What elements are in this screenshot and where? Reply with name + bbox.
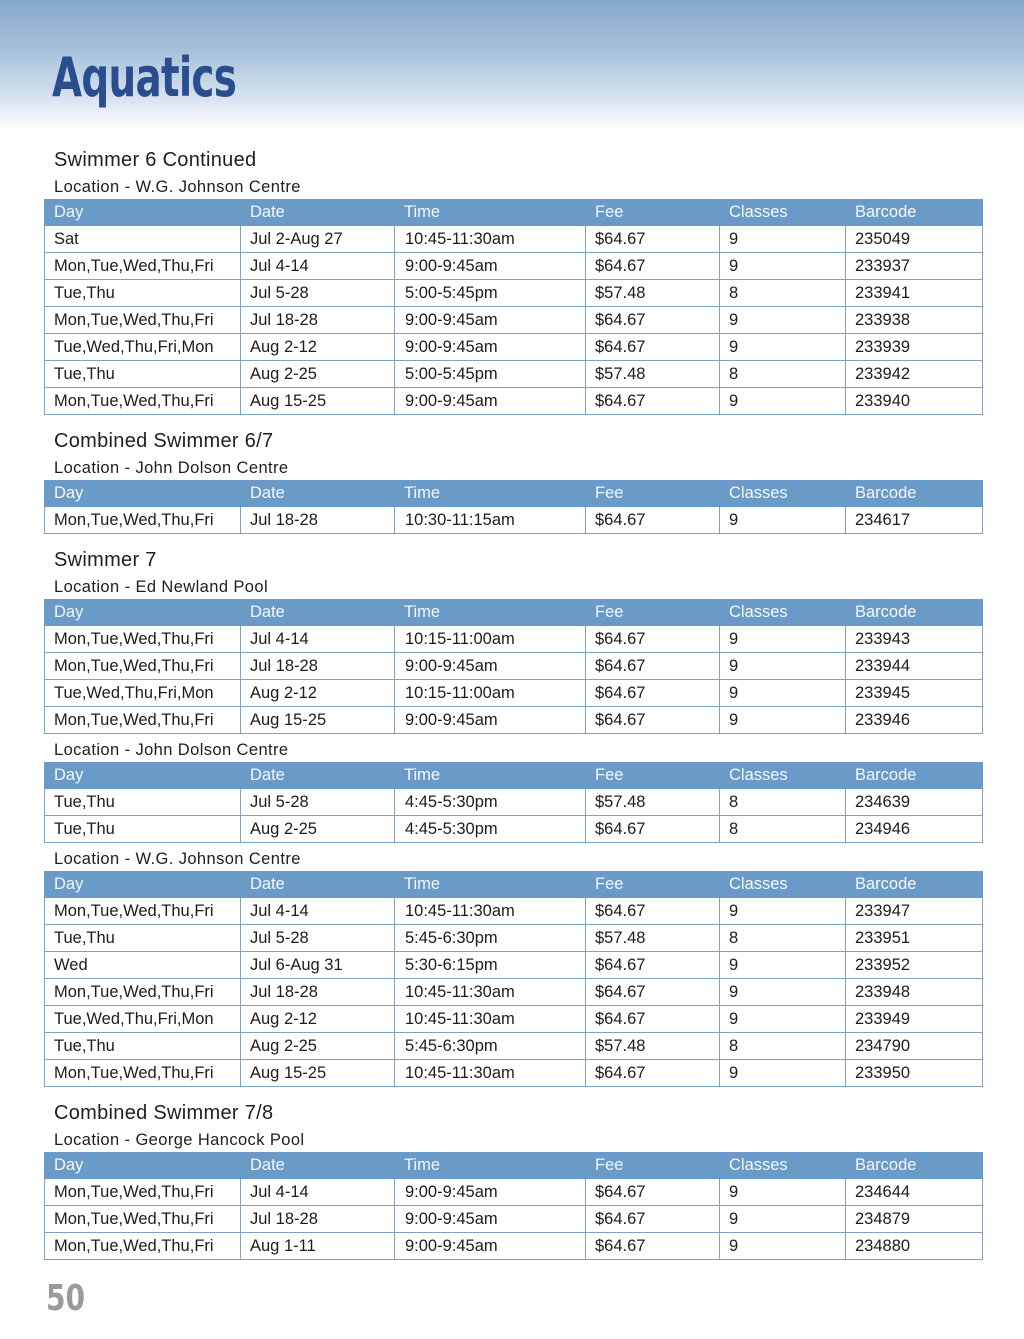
table-row xyxy=(45,1033,983,1060)
cell-barcode: 233940 xyxy=(846,388,983,415)
column-header-date: Date xyxy=(241,200,395,226)
table-row xyxy=(45,226,983,253)
column-header-classes: Classes xyxy=(720,600,846,626)
cell-date: Jul 4-14 xyxy=(241,898,395,925)
cell-day: Tue,Thu xyxy=(45,925,241,952)
table-row xyxy=(45,979,983,1006)
cell-time: 10:45-11:30am xyxy=(395,226,586,253)
cell-date: Jul 4-14 xyxy=(241,1179,395,1206)
cell-time: 9:00-9:45am xyxy=(395,1233,586,1260)
cell-time: 9:00-9:45am xyxy=(395,1206,586,1233)
column-header-barcode: Barcode xyxy=(846,600,983,626)
column-header-time: Time xyxy=(395,200,586,226)
section-heading: Combined Swimmer 7/8 xyxy=(54,1102,274,1124)
cell-day: Tue,Thu xyxy=(45,816,241,843)
schedule-table xyxy=(44,1152,983,1260)
cell-classes: 9 xyxy=(720,1060,846,1087)
cell-barcode: 235049 xyxy=(846,226,983,253)
spacer xyxy=(0,534,1024,546)
cell-date: Aug 2-12 xyxy=(241,1006,395,1033)
table-row xyxy=(45,789,983,816)
cell-time: 5:30-6:15pm xyxy=(395,952,586,979)
schedule-content xyxy=(0,146,1024,1272)
cell-date: Aug 15-25 xyxy=(241,1060,395,1087)
column-header-barcode: Barcode xyxy=(846,763,983,789)
cell-time: 10:45-11:30am xyxy=(395,898,586,925)
cell-day: Mon,Tue,Wed,Thu,Fri xyxy=(45,898,241,925)
table-header-row xyxy=(45,600,983,626)
cell-fee: $57.48 xyxy=(586,789,720,816)
column-header-time: Time xyxy=(395,481,586,507)
column-header-fee: Fee xyxy=(586,1153,720,1179)
cell-fee: $64.67 xyxy=(586,653,720,680)
cell-time: 9:00-9:45am xyxy=(395,334,586,361)
column-header-day: Day xyxy=(45,600,241,626)
cell-classes: 9 xyxy=(720,388,846,415)
cell-classes: 9 xyxy=(720,707,846,734)
cell-time: 9:00-9:45am xyxy=(395,707,586,734)
column-header-date: Date xyxy=(241,763,395,789)
cell-barcode: 234946 xyxy=(846,816,983,843)
column-header-barcode: Barcode xyxy=(846,1153,983,1179)
cell-classes: 9 xyxy=(720,653,846,680)
cell-barcode: 234639 xyxy=(846,789,983,816)
cell-day: Mon,Tue,Wed,Thu,Fri xyxy=(45,707,241,734)
cell-day: Tue,Thu xyxy=(45,1033,241,1060)
column-header-date: Date xyxy=(241,1153,395,1179)
cell-fee: $64.67 xyxy=(586,507,720,534)
table-header-row xyxy=(45,763,983,789)
cell-barcode: 233946 xyxy=(846,707,983,734)
cell-classes: 9 xyxy=(720,1206,846,1233)
schedule-table xyxy=(44,480,983,534)
location-label: Location - W.G. Johnson Centre xyxy=(54,178,301,196)
column-header-date: Date xyxy=(241,481,395,507)
location-label: Location - George Hancock Pool xyxy=(54,1131,305,1149)
cell-barcode: 233951 xyxy=(846,925,983,952)
cell-time: 9:00-9:45am xyxy=(395,253,586,280)
table-row xyxy=(45,680,983,707)
table-row xyxy=(45,361,983,388)
table-row xyxy=(45,1233,983,1260)
cell-fee: $64.67 xyxy=(586,707,720,734)
cell-date: Jul 18-28 xyxy=(241,1206,395,1233)
cell-classes: 9 xyxy=(720,1233,846,1260)
cell-day: Tue,Thu xyxy=(45,361,241,388)
cell-time: 10:30-11:15am xyxy=(395,507,586,534)
column-header-barcode: Barcode xyxy=(846,481,983,507)
cell-date: Aug 2-25 xyxy=(241,361,395,388)
cell-fee: $64.67 xyxy=(586,1206,720,1233)
cell-classes: 9 xyxy=(720,680,846,707)
cell-barcode: 233937 xyxy=(846,253,983,280)
cell-date: Aug 2-12 xyxy=(241,680,395,707)
column-header-classes: Classes xyxy=(720,872,846,898)
cell-barcode: 234644 xyxy=(846,1179,983,1206)
cell-date: Jul 18-28 xyxy=(241,653,395,680)
cell-date: Aug 15-25 xyxy=(241,388,395,415)
cell-time: 10:15-11:00am xyxy=(395,680,586,707)
cell-day: Mon,Tue,Wed,Thu,Fri xyxy=(45,388,241,415)
cell-barcode: 233945 xyxy=(846,680,983,707)
cell-barcode: 234790 xyxy=(846,1033,983,1060)
cell-time: 10:45-11:30am xyxy=(395,1006,586,1033)
cell-classes: 8 xyxy=(720,816,846,843)
cell-fee: $57.48 xyxy=(586,1033,720,1060)
cell-barcode: 233949 xyxy=(846,1006,983,1033)
cell-day: Mon,Tue,Wed,Thu,Fri xyxy=(45,253,241,280)
cell-day: Mon,Tue,Wed,Thu,Fri xyxy=(45,626,241,653)
cell-day: Mon,Tue,Wed,Thu,Fri xyxy=(45,1179,241,1206)
spacer xyxy=(0,1260,1024,1272)
cell-barcode: 234617 xyxy=(846,507,983,534)
cell-fee: $64.67 xyxy=(586,898,720,925)
cell-barcode: 234880 xyxy=(846,1233,983,1260)
cell-day: Tue,Wed,Thu,Fri,Mon xyxy=(45,334,241,361)
column-header-classes: Classes xyxy=(720,763,846,789)
cell-fee: $64.67 xyxy=(586,253,720,280)
location-label: Location - John Dolson Centre xyxy=(54,741,289,759)
table-row xyxy=(45,898,983,925)
cell-classes: 8 xyxy=(720,1033,846,1060)
schedule-table xyxy=(44,871,983,1087)
table-row xyxy=(45,1006,983,1033)
cell-fee: $64.67 xyxy=(586,1233,720,1260)
column-header-classes: Classes xyxy=(720,481,846,507)
cell-classes: 9 xyxy=(720,898,846,925)
cell-day: Mon,Tue,Wed,Thu,Fri xyxy=(45,307,241,334)
cell-day: Mon,Tue,Wed,Thu,Fri xyxy=(45,1060,241,1087)
cell-barcode: 234879 xyxy=(846,1206,983,1233)
table-row xyxy=(45,816,983,843)
table-header-row xyxy=(45,481,983,507)
cell-classes: 9 xyxy=(720,226,846,253)
cell-classes: 9 xyxy=(720,253,846,280)
cell-barcode: 233948 xyxy=(846,979,983,1006)
column-header-day: Day xyxy=(45,763,241,789)
column-header-fee: Fee xyxy=(586,200,720,226)
cell-classes: 9 xyxy=(720,952,846,979)
column-header-date: Date xyxy=(241,872,395,898)
cell-time: 4:45-5:30pm xyxy=(395,816,586,843)
column-header-fee: Fee xyxy=(586,763,720,789)
cell-classes: 9 xyxy=(720,307,846,334)
cell-barcode: 233939 xyxy=(846,334,983,361)
cell-fee: $64.67 xyxy=(586,680,720,707)
cell-barcode: 233943 xyxy=(846,626,983,653)
location-label: Location - Ed Newland Pool xyxy=(54,578,269,596)
table-header-row xyxy=(45,1153,983,1179)
cell-fee: $64.67 xyxy=(586,1179,720,1206)
table-row xyxy=(45,507,983,534)
cell-classes: 8 xyxy=(720,925,846,952)
cell-fee: $64.67 xyxy=(586,307,720,334)
cell-time: 9:00-9:45am xyxy=(395,388,586,415)
column-header-day: Day xyxy=(45,481,241,507)
cell-time: 5:45-6:30pm xyxy=(395,925,586,952)
cell-classes: 8 xyxy=(720,280,846,307)
column-header-day: Day xyxy=(45,872,241,898)
cell-day: Sat xyxy=(45,226,241,253)
section-heading: Swimmer 7 xyxy=(54,549,157,571)
table-row xyxy=(45,925,983,952)
table-row xyxy=(45,1060,983,1087)
cell-barcode: 233938 xyxy=(846,307,983,334)
schedule-table xyxy=(44,599,983,734)
column-header-fee: Fee xyxy=(586,481,720,507)
cell-fee: $64.67 xyxy=(586,334,720,361)
cell-classes: 9 xyxy=(720,1179,846,1206)
table-row xyxy=(45,653,983,680)
column-header-time: Time xyxy=(395,872,586,898)
table-row xyxy=(45,626,983,653)
page-number: 50 xyxy=(46,1278,86,1319)
section-heading: Combined Swimmer 6/7 xyxy=(54,430,274,452)
table-row xyxy=(45,280,983,307)
cell-date: Jul 18-28 xyxy=(241,979,395,1006)
cell-classes: 9 xyxy=(720,626,846,653)
cell-classes: 8 xyxy=(720,361,846,388)
cell-barcode: 233947 xyxy=(846,898,983,925)
cell-fee: $64.67 xyxy=(586,226,720,253)
cell-fee: $64.67 xyxy=(586,816,720,843)
cell-day: Mon,Tue,Wed,Thu,Fri xyxy=(45,979,241,1006)
cell-date: Jul 18-28 xyxy=(241,307,395,334)
cell-time: 10:45-11:30am xyxy=(395,979,586,1006)
cell-day: Tue,Wed,Thu,Fri,Mon xyxy=(45,680,241,707)
cell-time: 10:15-11:00am xyxy=(395,626,586,653)
cell-classes: 9 xyxy=(720,507,846,534)
cell-date: Aug 2-25 xyxy=(241,1033,395,1060)
cell-date: Jul 6-Aug 31 xyxy=(241,952,395,979)
cell-barcode: 233944 xyxy=(846,653,983,680)
cell-fee: $64.67 xyxy=(586,1060,720,1087)
cell-time: 5:45-6:30pm xyxy=(395,1033,586,1060)
cell-date: Jul 2-Aug 27 xyxy=(241,226,395,253)
cell-date: Jul 5-28 xyxy=(241,789,395,816)
column-header-classes: Classes xyxy=(720,200,846,226)
column-header-fee: Fee xyxy=(586,872,720,898)
cell-date: Aug 15-25 xyxy=(241,707,395,734)
column-header-day: Day xyxy=(45,1153,241,1179)
column-header-fee: Fee xyxy=(586,600,720,626)
cell-classes: 9 xyxy=(720,1006,846,1033)
cell-date: Jul 18-28 xyxy=(241,507,395,534)
table-header-row xyxy=(45,200,983,226)
table-row xyxy=(45,307,983,334)
column-header-classes: Classes xyxy=(720,1153,846,1179)
column-header-time: Time xyxy=(395,600,586,626)
table-header-row xyxy=(45,872,983,898)
cell-barcode: 233952 xyxy=(846,952,983,979)
cell-day: Mon,Tue,Wed,Thu,Fri xyxy=(45,653,241,680)
table-row xyxy=(45,388,983,415)
cell-fee: $64.67 xyxy=(586,952,720,979)
cell-fee: $64.67 xyxy=(586,626,720,653)
cell-time: 10:45-11:30am xyxy=(395,1060,586,1087)
cell-date: Jul 4-14 xyxy=(241,626,395,653)
cell-fee: $57.48 xyxy=(586,361,720,388)
column-header-barcode: Barcode xyxy=(846,872,983,898)
cell-classes: 9 xyxy=(720,979,846,1006)
cell-barcode: 233941 xyxy=(846,280,983,307)
table-row xyxy=(45,334,983,361)
cell-time: 9:00-9:45am xyxy=(395,1179,586,1206)
cell-fee: $64.67 xyxy=(586,1006,720,1033)
cell-date: Aug 2-12 xyxy=(241,334,395,361)
section-heading: Swimmer 6 Continued xyxy=(54,149,257,171)
table-row xyxy=(45,253,983,280)
cell-day: Mon,Tue,Wed,Thu,Fri xyxy=(45,1233,241,1260)
column-header-day: Day xyxy=(45,200,241,226)
column-header-barcode: Barcode xyxy=(846,200,983,226)
cell-date: Aug 1-11 xyxy=(241,1233,395,1260)
table-row xyxy=(45,952,983,979)
cell-barcode: 233950 xyxy=(846,1060,983,1087)
table-row xyxy=(45,707,983,734)
cell-date: Jul 5-28 xyxy=(241,280,395,307)
cell-classes: 8 xyxy=(720,789,846,816)
cell-fee: $57.48 xyxy=(586,280,720,307)
cell-day: Mon,Tue,Wed,Thu,Fri xyxy=(45,1206,241,1233)
cell-time: 9:00-9:45am xyxy=(395,307,586,334)
cell-classes: 9 xyxy=(720,334,846,361)
cell-date: Jul 5-28 xyxy=(241,925,395,952)
cell-day: Tue,Thu xyxy=(45,789,241,816)
cell-time: 4:45-5:30pm xyxy=(395,789,586,816)
spacer xyxy=(0,1087,1024,1099)
cell-day: Mon,Tue,Wed,Thu,Fri xyxy=(45,507,241,534)
cell-time: 5:00-5:45pm xyxy=(395,361,586,388)
location-label: Location - John Dolson Centre xyxy=(54,459,289,477)
cell-day: Wed xyxy=(45,952,241,979)
spacer xyxy=(0,415,1024,427)
location-label: Location - W.G. Johnson Centre xyxy=(54,850,301,868)
cell-day: Tue,Wed,Thu,Fri,Mon xyxy=(45,1006,241,1033)
cell-barcode: 233942 xyxy=(846,361,983,388)
cell-fee: $57.48 xyxy=(586,925,720,952)
schedule-table xyxy=(44,199,983,415)
cell-date: Aug 2-25 xyxy=(241,816,395,843)
cell-date: Jul 4-14 xyxy=(241,253,395,280)
schedule-table xyxy=(44,762,983,843)
page-title: Aquatics xyxy=(52,46,237,109)
column-header-date: Date xyxy=(241,600,395,626)
cell-fee: $64.67 xyxy=(586,979,720,1006)
cell-time: 9:00-9:45am xyxy=(395,653,586,680)
table-row xyxy=(45,1206,983,1233)
cell-fee: $64.67 xyxy=(586,388,720,415)
column-header-time: Time xyxy=(395,763,586,789)
table-row xyxy=(45,1179,983,1206)
column-header-time: Time xyxy=(395,1153,586,1179)
cell-time: 5:00-5:45pm xyxy=(395,280,586,307)
cell-day: Tue,Thu xyxy=(45,280,241,307)
